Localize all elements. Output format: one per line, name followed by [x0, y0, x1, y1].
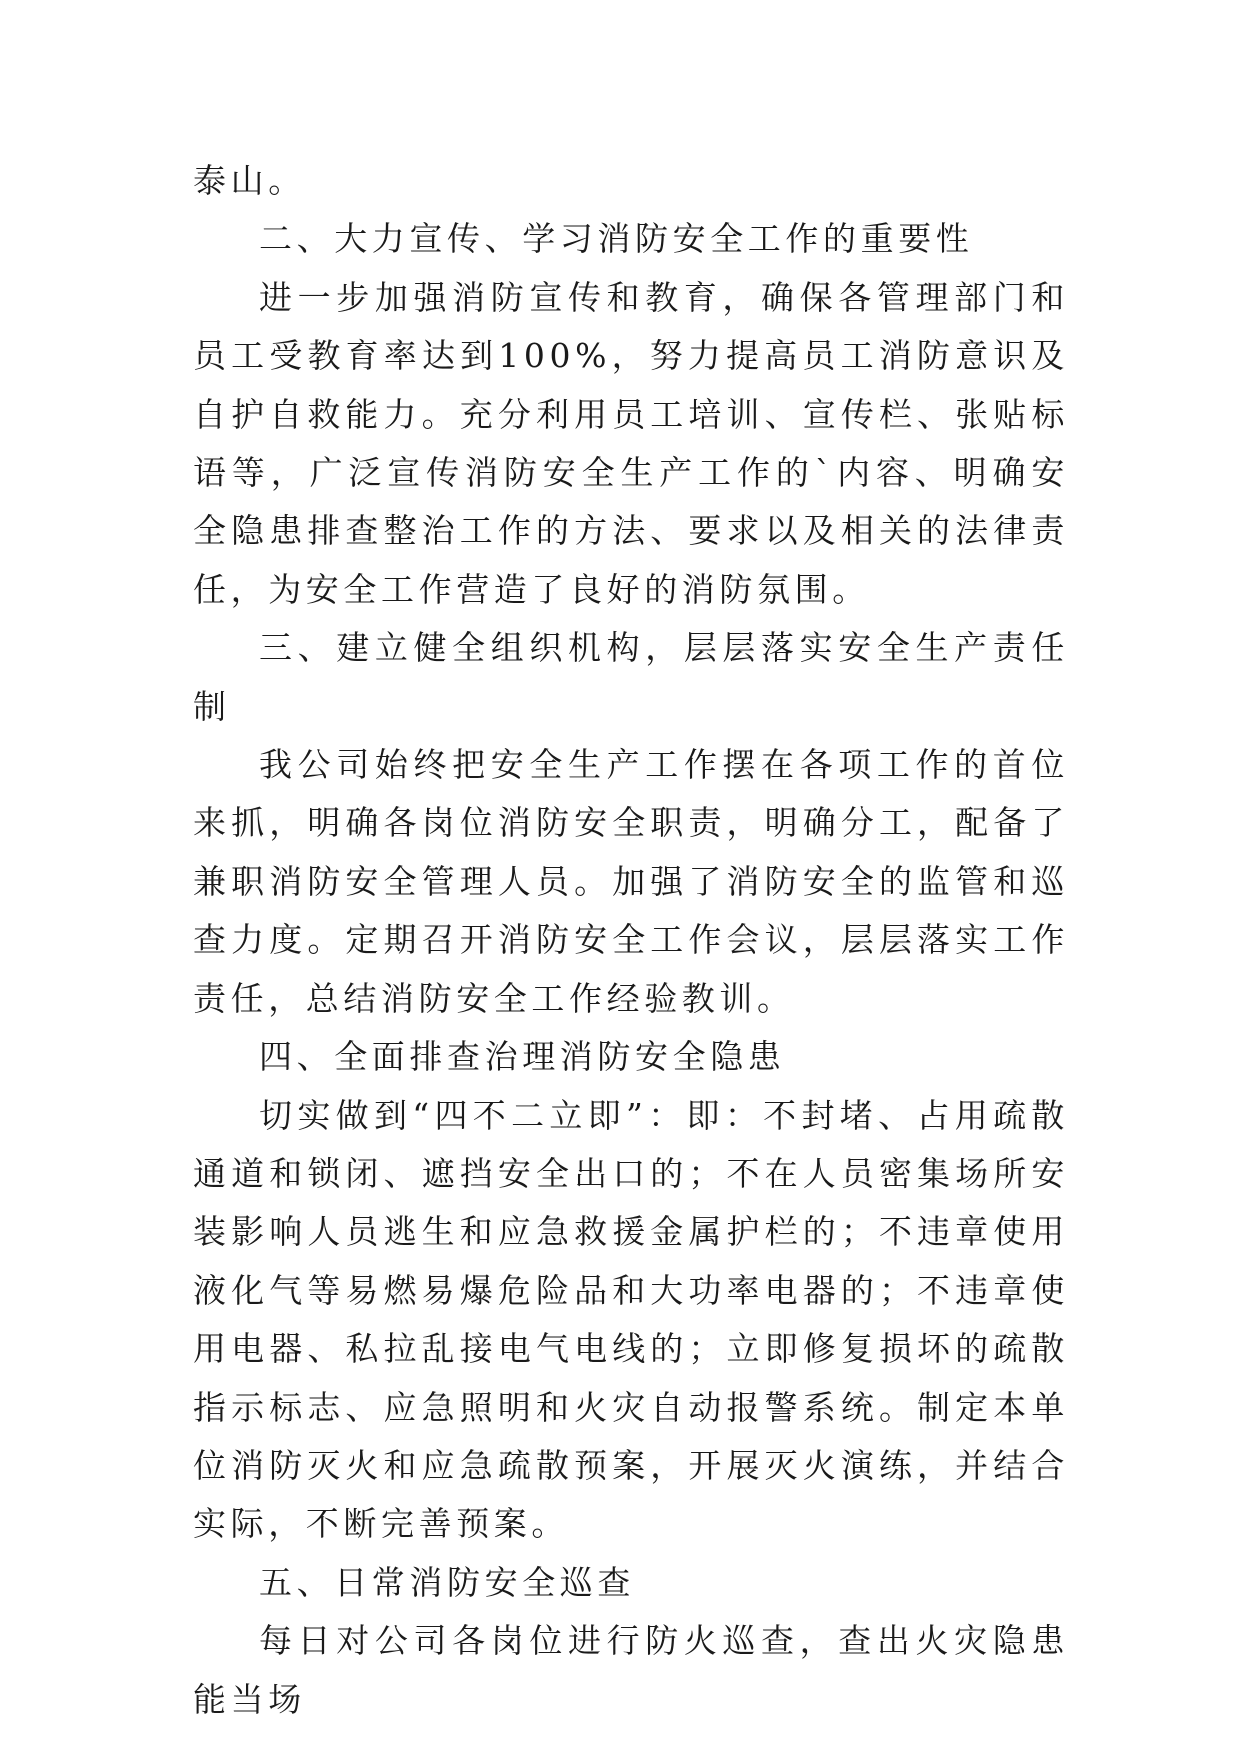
paragraph-daily-patrol: 每日对公司各岗位进行防火巡查，查出火灾隐患能当场 [193, 1621, 1069, 1719]
section-heading-organization: 三、建立健全组织机构，层层落实安全生产责任制 [193, 628, 1069, 726]
paragraph-continuation: 泰山。 [193, 161, 306, 200]
section-heading-publicity: 二、大力宣传、学习消防安全工作的重要性 [259, 219, 974, 259]
paragraph-hazard-inspection: 切实做到“四不二立即”：即：不封堵、占用疏散通道和锁闭、遮挡安全出口的；不在人员密集场所安装影响人员逃生和应急救援金属护栏的；不违章使用液化气等易燃易爆危险品和大功率电器的；不违章使用电器、私拉乱接电气电线的；立即修复损坏的疏散指示标志、应急照明和火灾自动报警系统。制定本单位消防灭火和应急疏散预案，开展灭火演练，并结合实际，不断完善预案。 [193, 1095, 1069, 1544]
paragraph-organization: 我公司始终把安全生产工作摆在各项工作的首位来抓，明确各岗位消防安全职责，明确分工，配备了兼职消防安全管理人员。加强了消防安全的监管和巡查力度。定期召开消防安全工作会议，层层落实工作责任，总结消防安全工作经验教训。 [193, 745, 1069, 1018]
paragraph-publicity: 进一步加强消防宣传和教育，确保各管理部门和员工受教育率达到100%，努力提高员工消防意识及自护自救能力。充分利用员工培训、宣传栏、张贴标语等，广泛宣传消防安全生产工作的`内容、明确安全隐患排查整治工作的方法、要求以及相关的法律责任，为安全工作营造了良好的消防氛围。 [193, 277, 1069, 609]
section-heading-daily-patrol: 五、日常消防安全巡查 [259, 1562, 635, 1602]
document-body [193, 152, 1069, 1729]
section-heading-hazard-inspection: 四、全面排查治理消防安全隐患 [259, 1037, 786, 1077]
